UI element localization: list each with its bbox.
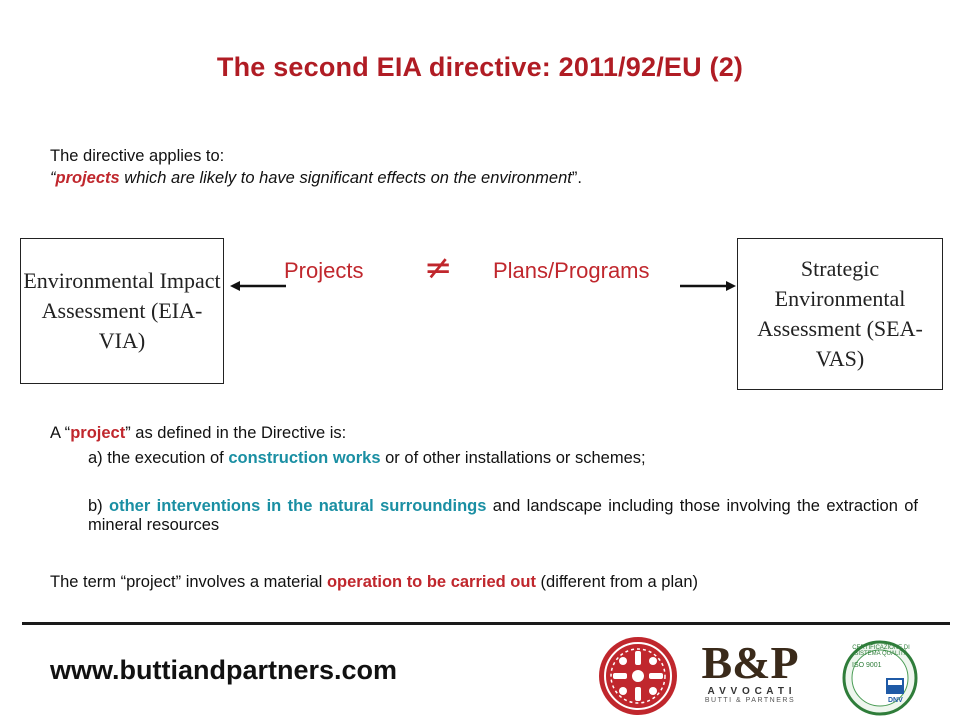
def-prefix: A “: [50, 424, 71, 442]
quote-close: ”.: [571, 169, 582, 187]
item-b-emphasis: other interventions in the natural surroundings: [109, 497, 487, 515]
projects-label: Projects: [284, 258, 364, 283]
eia-box: [20, 238, 224, 384]
left-arrow-icon: [228, 276, 288, 296]
term-emphasis: operation to be carried out: [326, 573, 536, 591]
right-arrow-icon: [678, 276, 738, 296]
sea-box-text: Strategic Environmental Assessment (SEA-VAS): [757, 256, 923, 371]
eia-box-text: Environmental Impact Assessment (EIA-VIA): [23, 268, 221, 353]
term-line: [50, 572, 698, 592]
item-a: [88, 448, 920, 468]
intro-quote: [50, 168, 582, 188]
footer-divider: [22, 622, 950, 625]
definition-line: [50, 423, 346, 443]
item-b: [88, 497, 918, 535]
not-equal-symbol: ≠: [424, 248, 453, 288]
quote-text: which are likely to have significant effects on the environment: [119, 169, 572, 187]
term-suffix: (different from a plan): [535, 573, 698, 591]
bp-logo: [690, 637, 810, 712]
def-emphasis: project: [70, 424, 126, 442]
item-a-suffix: or of other installations or schemes;: [380, 449, 646, 467]
item-b-suffix: and landscape including those involving the extraction of mineral resources: [88, 497, 918, 534]
item-a-prefix: a) the execution of: [88, 449, 229, 467]
sea-box: [737, 238, 943, 390]
term-prefix: The term “project” involves a material: [50, 573, 327, 591]
bp-logo-sub2: BUTTI & PARTNERS: [704, 697, 796, 704]
website-link[interactable]: www.buttiandpartners.com: [50, 655, 398, 685]
def-suffix: ” as defined in the Directive is:: [125, 424, 347, 442]
item-a-emphasis: construction works: [228, 449, 381, 467]
bp-logo-sub1: A V V O C A T I: [707, 686, 793, 697]
item-b-prefix: b): [88, 497, 110, 515]
intro-line: The directive applies to:: [50, 147, 225, 165]
slide-title: The second EIA directive: 2011/92/EU (2): [216, 52, 744, 82]
emblem-logo-icon: [597, 635, 679, 717]
cert-dnv: DNV: [888, 697, 903, 704]
cert-iso: ISO 9001: [852, 662, 882, 669]
cert-text: CERTIFICAZIONE DI SISTEMA QUALITÀ: [852, 645, 910, 657]
quote-emphasis: projects: [55, 169, 120, 187]
quote-open: “: [50, 169, 56, 187]
plans-label: Plans/Programs: [493, 258, 650, 283]
bp-logo-main: B&P: [701, 637, 799, 688]
